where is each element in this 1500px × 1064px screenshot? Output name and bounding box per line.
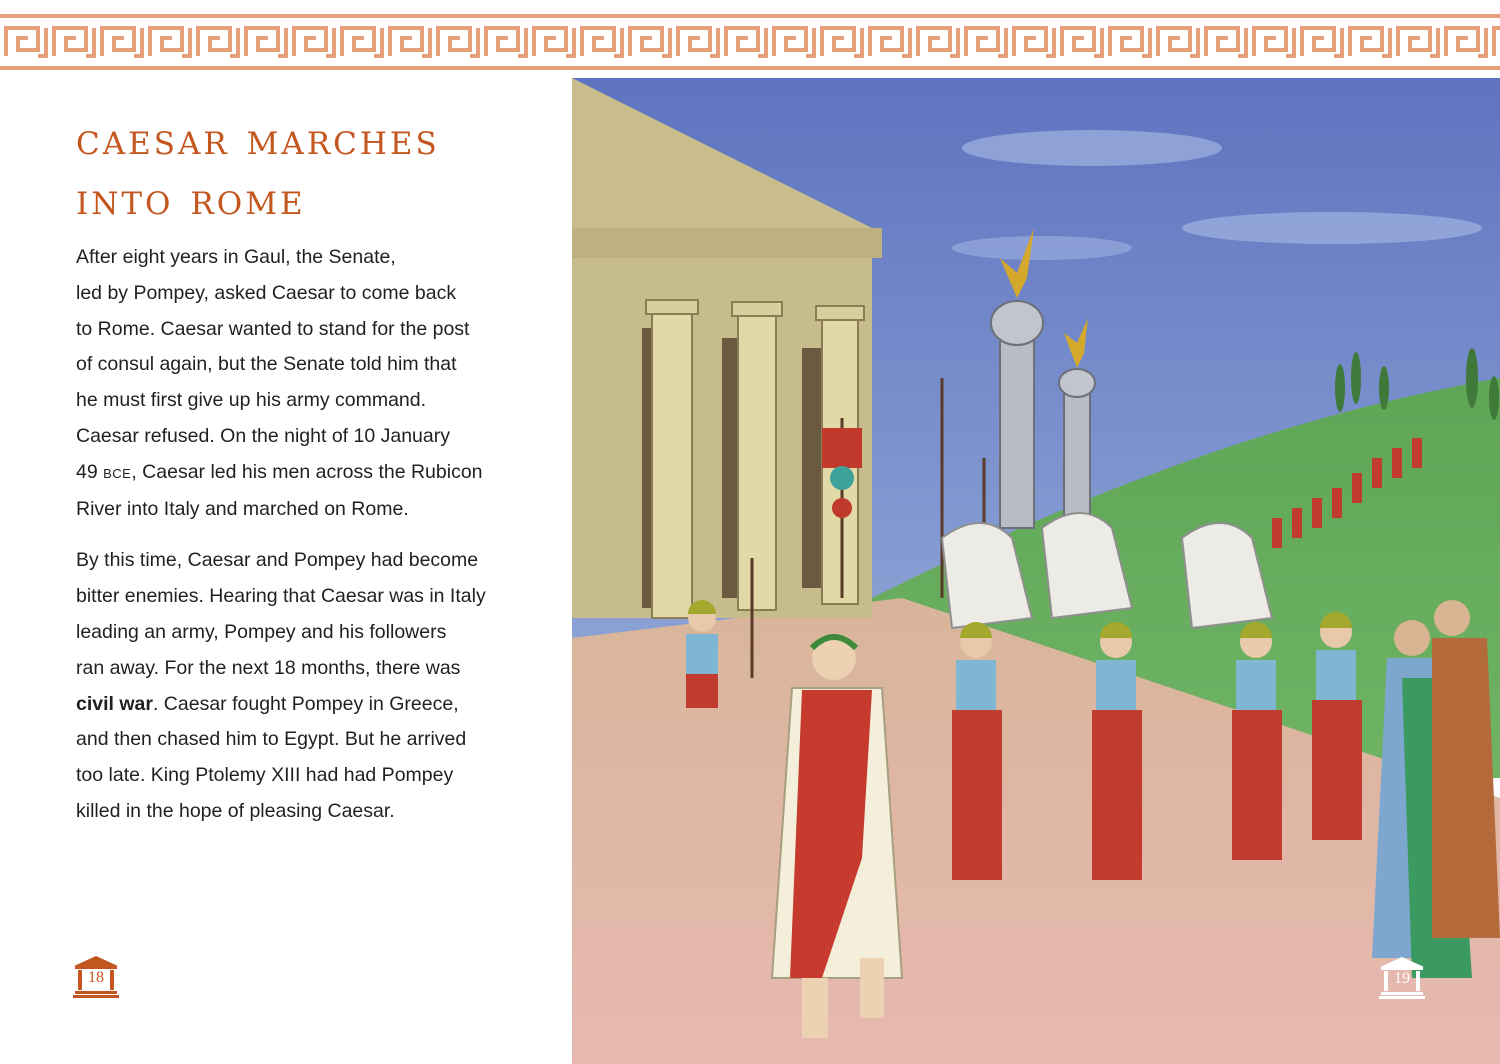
text-line: of consul again, but the Senate told him that [76,353,457,376]
text-line: By this time, Caesar and Pompey had become [76,549,479,572]
standard-disc [830,466,854,490]
left-page [0,78,572,1064]
text-line: and then chased him to Egypt. But he arrived [76,728,467,751]
standard-disc [832,498,852,518]
text-line: too late. King Ptolemy XIII had had Pompey [76,764,454,787]
year-number: 49 [76,460,104,483]
text-fragment: . Caesar fought Pompey in Greece, [152,692,459,715]
text-line: bitter enemies. Hearing that Caesar was in Italy [76,585,486,608]
page-number-badge-left [72,954,120,998]
greek-key-border [0,0,1500,78]
body-text [76,240,546,846]
caesar-procession-illustration [572,78,1500,1064]
white-horses [942,513,1272,628]
text-line: to Rome. Caesar wanted to stand for the post [76,317,470,340]
text-fragment: , Caesar led his men across the Rubicon [131,460,483,483]
text-line: leading an army, Pompey and his followers [76,620,447,643]
page-number: 19 [1394,970,1410,987]
text-line: River into Italy and marched on Rome. [76,497,409,520]
page-number-badge-right [1378,955,1426,999]
text-line: Caesar refused. On the night of 10 January [76,424,450,447]
title-line-1: caesar marches [76,114,440,165]
text-line [76,455,546,492]
text-line: he must first give up his army command. [76,389,427,412]
cloud [1182,212,1482,244]
cloud [962,130,1222,166]
paragraph-1 [76,240,546,527]
text-line: ran away. For the next 18 months, there was [76,656,461,679]
era-abbreviation: BCE [103,465,132,481]
text-line: killed in the hope of pleasing Caesar. [76,799,395,822]
glossary-term: civil war [76,692,153,715]
red-banner [822,428,862,468]
cloud [952,236,1132,260]
text-line [76,687,546,723]
text-line: After eight years in Gaul, the Senate, [76,246,396,268]
julius-caesar [772,636,902,1038]
text-line: led by Pompey, asked Caesar to come back [76,281,457,304]
title-line-2: into rome [76,174,306,225]
page-title [76,110,556,230]
page-number: 18 [88,969,104,986]
paragraph-2 [76,543,546,829]
